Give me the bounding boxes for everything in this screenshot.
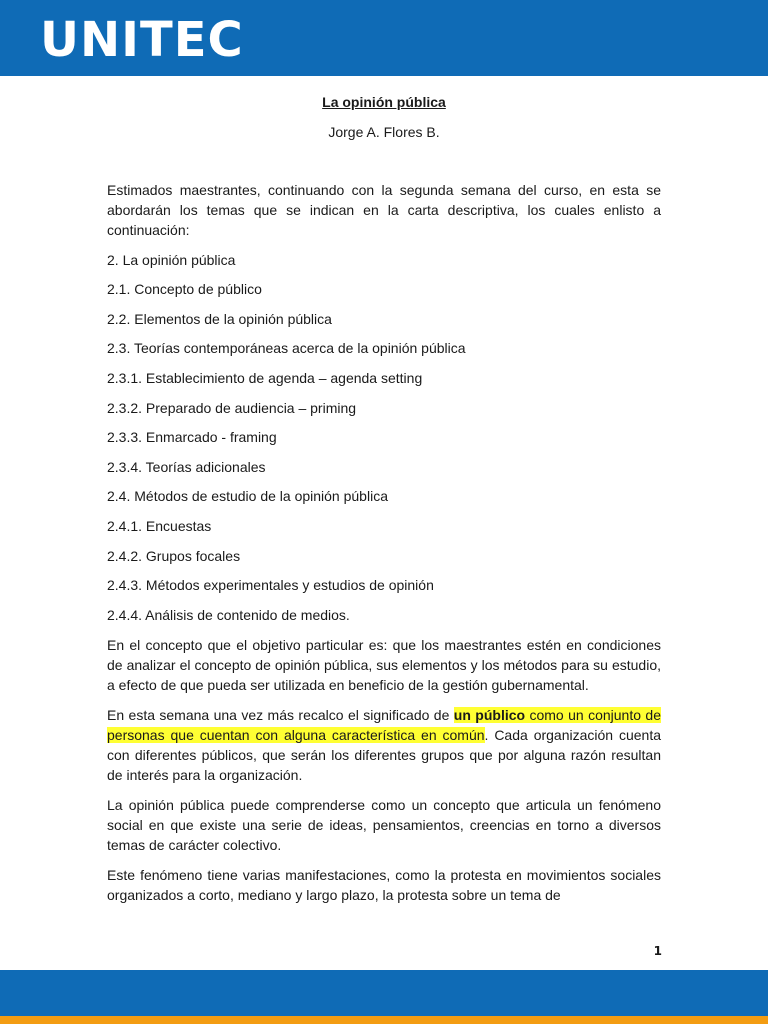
objective-paragraph: En el concepto que el objetivo particular es: que los maestrantes estén en condiciones de analizar el concepto de opinión pública, sus elementos y los métodos para su estudio, a efecto de que pueda ser utilizada en beneficio de la gestión gubernamental. [107,636,661,693]
page-number: 1 [653,944,662,958]
intro-paragraph: Estimados maestrantes, continuando con la segunda semana del curso, en esta se abordarán los temas que se indican en la carta descriptiva, los cuales enlisto a continuación: [107,182,661,238]
list-item: 2.3.3. Enmarcado - framing [107,429,277,446]
page-header-band [0,0,768,76]
list-item: 2.4.3. Métodos experimentales y estudios de opinión [107,577,434,594]
list-item: 2.3. Teorías contemporáneas acerca de la opinión pública [107,340,466,357]
list-item: 2. La opinión pública [107,251,236,268]
emphasis-tail-text: . Cada organización cuenta con diferentes públicos, que serán los diferentes grupos que por alguna razón resultan de interés para la organización. [107,726,662,783]
list-item: 2.2. Elementos de la opinión pública [107,310,332,327]
topic-list [107,250,661,625]
manifestations-paragraph: Este fenómeno tiene varias manifestaciones, como la protesta en movimientos sociales organizados a corto, mediano y largo plazo, la protesta sobre un tema de [107,866,661,903]
list-item: 2.3.2. Preparado de audiencia – priming [107,399,357,416]
list-item: 2.3.4. Teorías adicionales [107,458,266,475]
list-item: 2.4.2. Grupos focales [107,547,241,564]
emphasis-paragraph [107,705,661,785]
definition-paragraph: La opinión pública puede comprenderse como un concepto que articula un fenómeno social en que existe una serie de ideas, pensamientos, creencias en torno a diversos temas de carácter colectivo. [107,796,661,853]
document-title: La opinión pública [322,94,446,110]
emphasis-lead-text: En esta semana una vez más recalco el significado de [107,706,454,723]
list-item: 2.4.4. Análisis de contenido de medios. [107,606,350,623]
unitec-logo: UNITEC [40,12,244,68]
list-item: 2.4. Métodos de estudio de la opinión pública [107,488,388,505]
footer-band [0,970,768,1016]
highlighted-definition: como un conjunto de personas que cuentan con alguna característica en común [107,706,661,743]
list-item: 2.3.1. Establecimiento de agenda – agenda setting [107,369,423,386]
list-item: 2.1. Concepto de público [107,281,262,298]
list-item: 2.4.1. Encuestas [107,517,212,534]
highlighted-term: un público [453,706,526,723]
document-author: Jorge A. Flores B. [328,124,440,140]
footer-accent-stripe [0,1016,768,1024]
document-body [107,92,661,905]
